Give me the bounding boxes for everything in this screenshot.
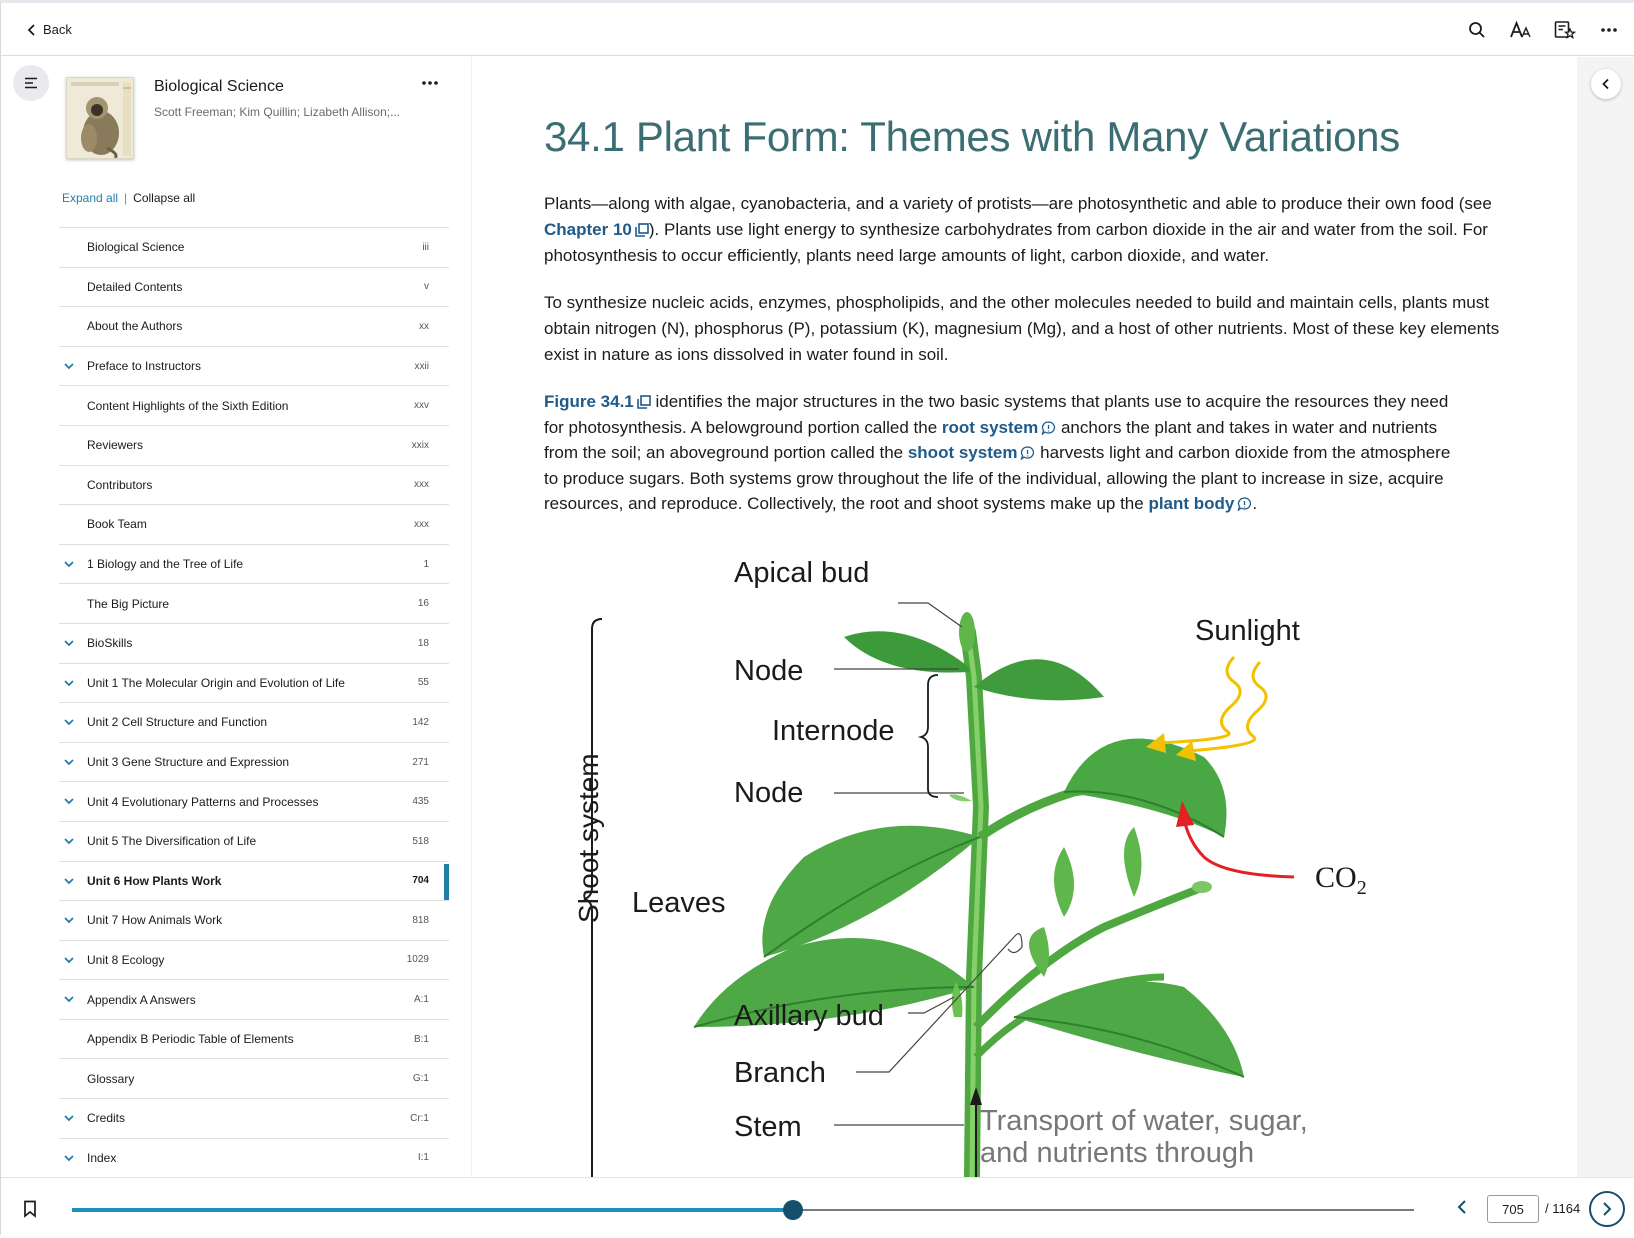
chevron-down-icon[interactable] bbox=[63, 558, 75, 570]
toc-item[interactable] bbox=[59, 1098, 449, 1138]
shoot-system-term[interactable] bbox=[908, 443, 1036, 462]
toc-item-page: B:1 bbox=[413, 1033, 429, 1045]
sidebar bbox=[1, 57, 472, 1177]
toc-item-label: Index bbox=[87, 1150, 117, 1165]
back-label: Back bbox=[43, 22, 72, 37]
toc-item[interactable] bbox=[59, 940, 449, 980]
table-of-contents bbox=[59, 227, 449, 1177]
co2-subscript: 2 bbox=[1356, 877, 1367, 899]
toc-item[interactable] bbox=[59, 702, 449, 742]
label-apical-bud: Apical bud bbox=[734, 557, 870, 589]
chevron-down-icon[interactable] bbox=[63, 360, 75, 372]
paragraph-3 bbox=[544, 389, 1469, 517]
toc-item[interactable] bbox=[59, 1019, 449, 1059]
expand-all-link[interactable]: Expand all bbox=[62, 191, 119, 205]
previous-page-button[interactable] bbox=[1456, 1198, 1468, 1221]
shoot-system-term-label: shoot system bbox=[907, 443, 1018, 462]
menu-icon bbox=[24, 77, 38, 89]
label-sunlight: Sunlight bbox=[1195, 615, 1300, 647]
toc-item-label: Unit 1 The Molecular Origin and Evolution of Life bbox=[87, 675, 345, 690]
toc-item-page: xx bbox=[419, 320, 429, 332]
label-axillary-bud: Axillary bud bbox=[734, 1000, 884, 1032]
toc-item-page: A:1 bbox=[413, 994, 429, 1006]
label-shoot-system: Shoot system bbox=[573, 753, 604, 923]
popout-icon bbox=[637, 395, 651, 409]
toc-item-label: Detailed Contents bbox=[87, 279, 183, 294]
page-slider-fill bbox=[72, 1208, 793, 1212]
toc-item[interactable] bbox=[59, 1138, 449, 1178]
toc-item-page: v bbox=[424, 281, 429, 293]
p1-text-b: ). Plants use light energy to synthesize carbohydrates from carbon dioxide in the air and water from the soil. For photosynthesis to occur efficiently, plants need large amounts of light, carbon dioxide, and water. bbox=[544, 220, 1488, 265]
section-heading: 34.1 Plant Form: Themes with Many Variations bbox=[544, 113, 1400, 160]
toc-item-page: G:1 bbox=[412, 1073, 429, 1085]
chevron-down-icon[interactable] bbox=[63, 914, 75, 926]
label-transport-1: Transport of water, sugar, bbox=[980, 1105, 1308, 1137]
toc-item-page: 818 bbox=[412, 914, 429, 926]
toc-item[interactable] bbox=[59, 861, 449, 901]
toc-item-page: xxx bbox=[414, 479, 429, 491]
toc-item-page: 271 bbox=[412, 756, 429, 768]
collapse-panel-button[interactable] bbox=[1591, 69, 1621, 99]
chevron-down-icon[interactable] bbox=[63, 1152, 75, 1164]
search-icon[interactable] bbox=[1465, 18, 1489, 42]
book-more-icon[interactable] bbox=[421, 73, 439, 91]
toc-item[interactable] bbox=[59, 1058, 449, 1098]
toc-item-label: Unit 7 How Animals Work bbox=[87, 913, 223, 928]
toc-item-label: BioSkills bbox=[87, 636, 133, 651]
chevron-down-icon[interactable] bbox=[63, 637, 75, 649]
book-authors: Scott Freeman; Kim Quillin; Lizabeth Allison;... bbox=[154, 105, 401, 119]
toc-item-page: I:1 bbox=[417, 1152, 429, 1164]
label-co2 bbox=[1315, 861, 1367, 900]
toc-item-label: Book Team bbox=[87, 517, 147, 532]
bookmark-list-icon[interactable] bbox=[1553, 18, 1577, 42]
toc-item[interactable] bbox=[59, 742, 449, 782]
toc-item-label: The Big Picture bbox=[87, 596, 170, 611]
toc-item-page: xxv bbox=[414, 400, 429, 412]
bottom-navigation-bar bbox=[1, 1177, 1634, 1238]
toc-item[interactable] bbox=[59, 623, 449, 663]
toc-item-label: Reviewers bbox=[87, 438, 144, 453]
paragraph-1 bbox=[544, 191, 1504, 269]
expand-collapse-controls bbox=[62, 191, 195, 205]
toc-item-page: 55 bbox=[417, 677, 429, 689]
top-toolbar bbox=[1, 6, 1634, 56]
book-cover[interactable] bbox=[66, 77, 134, 159]
toc-item[interactable] bbox=[59, 900, 449, 940]
book-title: Biological Science bbox=[154, 78, 284, 95]
chevron-left-icon bbox=[27, 23, 37, 37]
toc-item-page: Cr:1 bbox=[410, 1112, 429, 1124]
toc-item[interactable] bbox=[59, 385, 449, 425]
chevron-down-icon[interactable] bbox=[63, 677, 75, 689]
toc-item-label: Glossary bbox=[87, 1071, 135, 1086]
more-icon[interactable] bbox=[1597, 18, 1621, 42]
back-button[interactable] bbox=[27, 22, 72, 37]
toc-item[interactable] bbox=[59, 465, 449, 505]
plant-body-term-label: plant body bbox=[1148, 494, 1235, 513]
toc-item-page: 1029 bbox=[406, 954, 429, 966]
chapter-10-link[interactable] bbox=[544, 220, 649, 239]
reader-content bbox=[472, 57, 1577, 1177]
toc-item[interactable] bbox=[59, 227, 449, 267]
p1-text-a: Plants—along with algae, cyanobacteria, and a variety of protists—are photosynthetic and able to produce their own food (see bbox=[544, 194, 1492, 213]
toc-item-label: Contributors bbox=[87, 477, 153, 492]
toc-item-page: 1 bbox=[423, 558, 429, 570]
toc-item-label: Preface to Instructors bbox=[87, 359, 202, 374]
toc-toggle-button[interactable] bbox=[13, 65, 49, 101]
chevron-down-icon[interactable] bbox=[63, 756, 75, 768]
toc-item-label: Biological Science bbox=[87, 240, 185, 255]
collapse-all-link[interactable]: Collapse all bbox=[133, 191, 196, 205]
label-internode: Internode bbox=[772, 715, 895, 747]
root-system-term[interactable] bbox=[942, 418, 1056, 437]
page-slider-thumb[interactable] bbox=[783, 1200, 803, 1220]
toc-item-label: Unit 2 Cell Structure and Function bbox=[87, 715, 268, 730]
figure-34-1-link[interactable] bbox=[544, 392, 651, 411]
chevron-down-icon[interactable] bbox=[63, 875, 75, 887]
toc-item-page: 435 bbox=[412, 796, 429, 808]
toc-item-page: 18 bbox=[417, 637, 429, 649]
toc-item-page: 518 bbox=[412, 835, 429, 847]
glossary-bubble-icon bbox=[1020, 446, 1035, 460]
toc-item[interactable] bbox=[59, 583, 449, 623]
paragraph-2: To synthesize nucleic acids, enzymes, phospholipids, and the other molecules needed to build and maintain cells, plants must obtain nitrogen (N), phosphorus (P), potassium (K), magnesium (Mg), and a host of other nutrients. Most of these key elements exist in nature as ions dissolved in water found in soil. bbox=[544, 293, 1500, 364]
toc-item[interactable] bbox=[59, 267, 449, 307]
total-pages: / 1164 bbox=[1545, 1201, 1581, 1216]
toc-item[interactable] bbox=[59, 425, 449, 465]
p3-text-c: harvests light and carbon dioxide from the atmosphere to produce sugars. Both systems grow throughout the life of the individual, allowing the plant to increase in size, acquire resources, and reproduce. Collectively, the root and shoot systems make up the bbox=[544, 443, 1451, 513]
toc-item[interactable] bbox=[59, 346, 449, 386]
chevron-down-icon[interactable] bbox=[63, 1112, 75, 1124]
root-system-term-label: root system bbox=[941, 417, 1039, 437]
toc-item-label: Appendix A Answers bbox=[87, 992, 196, 1007]
chevron-down-icon[interactable] bbox=[63, 716, 75, 728]
toc-item-page: xxii bbox=[414, 360, 429, 372]
toc-item-label: Unit 8 Ecology bbox=[87, 952, 165, 967]
toc-item-label: About the Authors bbox=[87, 319, 183, 334]
chapter-10-link-label: Chapter 10 bbox=[544, 220, 632, 239]
p3-text-a: identifies the major structures in the two basic systems that plants use to acquire the resources they need for photosynthesis. A belowground portion called the bbox=[544, 392, 1449, 437]
plant-illustration bbox=[544, 557, 1444, 1177]
chevron-down-icon[interactable] bbox=[63, 993, 75, 1005]
toc-item[interactable] bbox=[59, 979, 449, 1019]
text-size-icon[interactable] bbox=[1509, 18, 1533, 42]
chevron-left-icon bbox=[1601, 78, 1611, 90]
toc-item-page: xxix bbox=[411, 439, 429, 451]
toc-item[interactable] bbox=[59, 544, 449, 584]
toc-item-label: 1 Biology and the Tree of Life bbox=[87, 557, 244, 572]
monkey-cover-image bbox=[67, 78, 134, 159]
toc-item[interactable] bbox=[59, 821, 449, 861]
chevron-left-icon bbox=[1456, 1198, 1468, 1216]
co2-text: CO bbox=[1315, 861, 1357, 894]
toc-item-page: 142 bbox=[412, 716, 429, 728]
glossary-bubble-icon bbox=[1041, 421, 1056, 435]
label-node-2: Node bbox=[734, 777, 804, 809]
toc-item-label: Unit 5 The Diversification of Life bbox=[87, 834, 257, 849]
toc-item-page: iii bbox=[422, 241, 429, 253]
label-transport-2: and nutrients through bbox=[980, 1137, 1255, 1169]
chevron-down-icon[interactable] bbox=[63, 835, 75, 847]
toc-item-label: Unit 6 How Plants Work bbox=[87, 873, 222, 888]
popout-icon bbox=[635, 223, 649, 237]
toc-item[interactable] bbox=[59, 781, 449, 821]
toc-item[interactable] bbox=[59, 306, 449, 346]
toc-item[interactable] bbox=[59, 663, 449, 703]
toc-item-label: Unit 3 Gene Structure and Expression bbox=[87, 755, 290, 770]
toc-item-label: Unit 4 Evolutionary Patterns and Processes bbox=[87, 794, 319, 809]
right-gutter bbox=[1577, 57, 1634, 1177]
chevron-down-icon[interactable] bbox=[63, 795, 75, 807]
label-leaves: Leaves bbox=[632, 887, 726, 919]
figure-34-1 bbox=[544, 557, 1444, 1177]
active-indicator bbox=[444, 864, 449, 900]
toc-item-page: xxx bbox=[414, 518, 429, 530]
p3-text-b: anchors the plant and takes in water and nutrients from the soil; an aboveground portion called the bbox=[544, 417, 1438, 462]
page-number-input[interactable] bbox=[1487, 1195, 1539, 1223]
bookmark-icon[interactable] bbox=[23, 1200, 37, 1223]
toc-item-label: Appendix B Periodic Table of Elements bbox=[87, 1032, 294, 1047]
label-stem: Stem bbox=[734, 1111, 802, 1143]
label-node-1: Node bbox=[734, 655, 804, 687]
toc-item-label: Content Highlights of the Sixth Edition bbox=[87, 398, 289, 413]
next-page-button[interactable] bbox=[1589, 1191, 1625, 1227]
p3-text-d: . bbox=[1252, 494, 1258, 513]
figure-34-1-link-label: Figure 34.1 bbox=[544, 392, 634, 411]
toc-item-label: Credits bbox=[87, 1111, 126, 1126]
chevron-down-icon[interactable] bbox=[63, 954, 75, 966]
toc-item[interactable] bbox=[59, 504, 449, 544]
toc-panel bbox=[1, 57, 471, 1177]
separator: | bbox=[124, 191, 128, 205]
label-branch: Branch bbox=[734, 1057, 826, 1089]
toc-item-page: 16 bbox=[417, 598, 429, 610]
glossary-bubble-icon bbox=[1237, 497, 1252, 511]
chevron-right-icon bbox=[1601, 1200, 1613, 1218]
toc-item-page: 704 bbox=[412, 875, 429, 887]
plant-body-term[interactable] bbox=[1148, 494, 1252, 513]
